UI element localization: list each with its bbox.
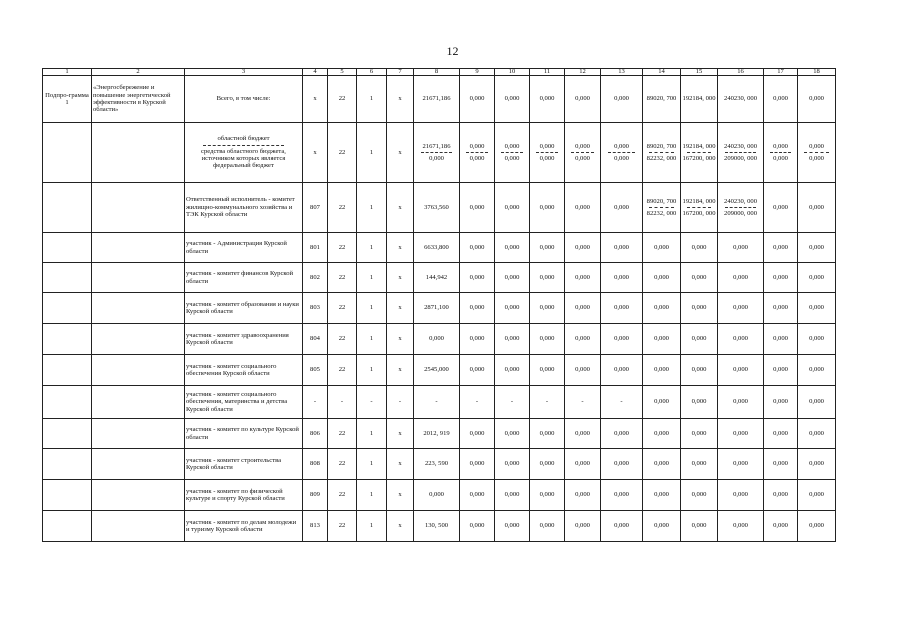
funding-source-cell: участник - комитет социального обеспечения Курской области xyxy=(185,355,303,386)
value-cell: - xyxy=(460,386,495,419)
value-cell: 0,000 xyxy=(681,293,718,324)
value-cell: 0,000 xyxy=(798,511,836,542)
value-cell: x xyxy=(303,123,328,183)
value-cell: 0,000 xyxy=(718,511,764,542)
value-cell: 0,000 0,000 xyxy=(565,123,601,183)
value-cell: 0,000 xyxy=(530,76,565,123)
value-cell: 0,000 xyxy=(601,419,643,449)
value-cell: 0,000 xyxy=(565,233,601,263)
value-cell: 0,000 xyxy=(565,480,601,511)
value-cell: 0,000 xyxy=(643,233,681,263)
value-cell: 0,000 xyxy=(495,480,530,511)
value-cell: 0,000 xyxy=(495,183,530,233)
value-cell: 240230, 000 209000, 000 xyxy=(718,183,764,233)
header-cell: 10 xyxy=(495,69,530,76)
value-cell: 803 xyxy=(303,293,328,324)
header-cell: 12 xyxy=(565,69,601,76)
value-cell: 1 xyxy=(357,449,387,480)
header-cell: 15 xyxy=(681,69,718,76)
value-cell: 3763,560 xyxy=(414,183,460,233)
value-cell: 192184, 000 167200, 000 xyxy=(681,183,718,233)
value-cell: 808 xyxy=(303,449,328,480)
value-cell: 0,000 xyxy=(414,324,460,355)
table-row xyxy=(43,263,836,293)
value-cell: 0,000 xyxy=(495,355,530,386)
value-cell: 0,000 xyxy=(565,76,601,123)
program-title-cell xyxy=(92,233,185,263)
value-cell: 240230, 000 209000, 000 xyxy=(718,123,764,183)
value-cell: 0,000 xyxy=(495,324,530,355)
funding-source-cell: участник - комитет образования и науки Курской области xyxy=(185,293,303,324)
table-row xyxy=(43,355,836,386)
value-cell: 240230, 000 xyxy=(718,76,764,123)
value-cell: 0,000 xyxy=(565,355,601,386)
value-cell: 0,000 xyxy=(601,76,643,123)
value-cell: 0,000 xyxy=(601,183,643,233)
program-label-cell xyxy=(43,263,92,293)
value-cell: 0,000 xyxy=(718,324,764,355)
program-title-cell xyxy=(92,480,185,511)
value-cell: 0,000 xyxy=(681,480,718,511)
value-cell: 804 xyxy=(303,324,328,355)
value-cell: 0,000 xyxy=(601,480,643,511)
value-cell: 0,000 xyxy=(530,419,565,449)
value-cell: 0,000 xyxy=(601,449,643,480)
value-cell: 89020, 700 xyxy=(643,76,681,123)
header-row xyxy=(43,69,836,76)
program-title-cell xyxy=(92,386,185,419)
value-cell: 0,000 xyxy=(643,511,681,542)
value-cell: 1 xyxy=(357,233,387,263)
value-cell: 0,000 xyxy=(718,263,764,293)
value-cell: 0,000 xyxy=(681,324,718,355)
program-label-cell xyxy=(43,233,92,263)
value-cell: x xyxy=(387,355,414,386)
value-cell: 0,000 xyxy=(460,355,495,386)
value-cell: 0,000 xyxy=(530,293,565,324)
table-row xyxy=(43,233,836,263)
value-cell: 22 xyxy=(328,123,357,183)
value-cell: 0,000 0,000 xyxy=(764,123,798,183)
value-cell: 22 xyxy=(328,183,357,233)
value-cell: 0,000 xyxy=(530,480,565,511)
table-row xyxy=(43,76,836,123)
value-cell: 1 xyxy=(357,263,387,293)
header-cell: 5 xyxy=(328,69,357,76)
value-cell: x xyxy=(387,449,414,480)
value-cell: 0,000 xyxy=(460,419,495,449)
value-cell: 806 xyxy=(303,419,328,449)
value-cell: 0,000 xyxy=(681,386,718,419)
header-cell: 6 xyxy=(357,69,387,76)
value-cell: 0,000 xyxy=(643,263,681,293)
value-cell: 0,000 xyxy=(495,293,530,324)
value-cell: 0,000 xyxy=(601,324,643,355)
program-title-cell xyxy=(92,511,185,542)
header-cell: 8 xyxy=(414,69,460,76)
value-cell: 0,000 xyxy=(601,511,643,542)
funding-source-cell: участник - комитет строительства Курской области xyxy=(185,449,303,480)
value-cell: 0,000 xyxy=(798,263,836,293)
table-row xyxy=(43,449,836,480)
program-title-cell xyxy=(92,355,185,386)
value-cell: 0,000 xyxy=(718,449,764,480)
value-cell: 1 xyxy=(357,324,387,355)
value-cell: 6633,800 xyxy=(414,233,460,263)
value-cell: 0,000 0,000 xyxy=(601,123,643,183)
value-cell: 801 xyxy=(303,233,328,263)
value-cell: 1 xyxy=(357,183,387,233)
value-cell: 0,000 xyxy=(718,355,764,386)
value-cell: 0,000 xyxy=(718,419,764,449)
value-cell: 0,000 xyxy=(643,355,681,386)
program-title-cell xyxy=(92,449,185,480)
value-cell: 1 xyxy=(357,293,387,324)
value-cell: 22 xyxy=(328,419,357,449)
program-title-cell xyxy=(92,263,185,293)
header-cell: 17 xyxy=(764,69,798,76)
value-cell: 0,000 xyxy=(681,419,718,449)
value-cell: 0,000 xyxy=(798,355,836,386)
value-cell: 0,000 xyxy=(764,324,798,355)
value-cell: 0,000 xyxy=(601,355,643,386)
value-cell: 0,000 xyxy=(601,233,643,263)
value-cell: 0,000 xyxy=(718,480,764,511)
table-row xyxy=(43,123,836,183)
funding-source-cell: областной бюджет средства областного бюджета, источником которых является федеральный бюджет xyxy=(185,123,303,183)
program-title-cell xyxy=(92,293,185,324)
value-cell: 0,000 xyxy=(530,183,565,233)
value-cell: x xyxy=(303,76,328,123)
value-cell: 0,000 xyxy=(495,511,530,542)
value-cell: 22 xyxy=(328,449,357,480)
value-cell: 0,000 xyxy=(460,183,495,233)
value-cell: 0,000 xyxy=(681,511,718,542)
header-cell: 1 xyxy=(43,69,92,76)
value-cell: 223, 590 xyxy=(414,449,460,480)
value-cell: 0,000 xyxy=(718,386,764,419)
program-label-cell xyxy=(43,419,92,449)
value-cell: 0,000 xyxy=(460,263,495,293)
value-cell: 2545,000 xyxy=(414,355,460,386)
value-cell: 0,000 xyxy=(798,76,836,123)
value-cell: - xyxy=(565,386,601,419)
header-cell: 3 xyxy=(185,69,303,76)
program-label-cell xyxy=(43,123,92,183)
value-cell: 21671,186 xyxy=(414,76,460,123)
value-cell: - xyxy=(387,386,414,419)
value-cell: 0,000 xyxy=(565,324,601,355)
value-cell: 0,000 0,000 xyxy=(530,123,565,183)
value-cell: - xyxy=(495,386,530,419)
value-cell: x xyxy=(387,511,414,542)
value-cell: - xyxy=(414,386,460,419)
value-cell: x xyxy=(387,263,414,293)
funding-source-cell: участник - комитет по физической культуре и спорту Курской области xyxy=(185,480,303,511)
funding-source-cell: участник - комитет социального обеспечения, материнства и детства Курской области xyxy=(185,386,303,419)
value-cell: 0,000 xyxy=(764,511,798,542)
program-title-cell: «Энергосбережение и повышение энергетической эффективности в Курской области» xyxy=(92,76,185,123)
program-label-cell: Подпро-грамма 1 xyxy=(43,76,92,123)
value-cell: x xyxy=(387,480,414,511)
table-row xyxy=(43,511,836,542)
value-cell: 22 xyxy=(328,511,357,542)
value-cell: 192184, 000 xyxy=(681,76,718,123)
value-cell: 22 xyxy=(328,233,357,263)
value-cell: 89020, 700 82232, 000 xyxy=(643,183,681,233)
funding-source-cell: участник - комитет по культуре Курской области xyxy=(185,419,303,449)
value-cell: x xyxy=(387,293,414,324)
header-cell: 7 xyxy=(387,69,414,76)
value-cell: - xyxy=(601,386,643,419)
program-label-cell xyxy=(43,480,92,511)
value-cell: 0,000 xyxy=(798,293,836,324)
value-cell: 0,000 xyxy=(530,511,565,542)
value-cell: - xyxy=(303,386,328,419)
value-cell: 0,000 xyxy=(495,263,530,293)
value-cell: 0,000 xyxy=(460,324,495,355)
value-cell: 0,000 xyxy=(643,386,681,419)
value-cell: 0,000 xyxy=(495,419,530,449)
value-cell: 0,000 xyxy=(643,449,681,480)
value-cell: 0,000 xyxy=(643,293,681,324)
value-cell: 1 xyxy=(357,511,387,542)
value-cell: 0,000 xyxy=(798,480,836,511)
value-cell: 0,000 xyxy=(495,76,530,123)
value-cell: 0,000 xyxy=(764,355,798,386)
value-cell: 0,000 xyxy=(718,293,764,324)
value-cell: 807 xyxy=(303,183,328,233)
value-cell: 0,000 xyxy=(460,233,495,263)
value-cell: 144,942 xyxy=(414,263,460,293)
value-cell: 0,000 xyxy=(565,511,601,542)
value-cell: x xyxy=(387,183,414,233)
value-cell: 0,000 xyxy=(460,449,495,480)
value-cell: 0,000 0,000 xyxy=(460,123,495,183)
value-cell: 0,000 xyxy=(764,233,798,263)
value-cell: 22 xyxy=(328,293,357,324)
value-cell: 0,000 xyxy=(530,324,565,355)
value-cell: 0,000 xyxy=(565,449,601,480)
page-number: 12 xyxy=(446,44,459,58)
value-cell: 22 xyxy=(328,76,357,123)
header-cell: 14 xyxy=(643,69,681,76)
value-cell: 0,000 xyxy=(460,293,495,324)
program-label-cell xyxy=(43,386,92,419)
value-cell: 1 xyxy=(357,419,387,449)
value-cell: 0,000 xyxy=(530,355,565,386)
funding-source-cell: участник - комитет здравоохранения Курской области xyxy=(185,324,303,355)
value-cell: 805 xyxy=(303,355,328,386)
value-cell: 0,000 xyxy=(764,183,798,233)
value-cell: 0,000 xyxy=(764,76,798,123)
value-cell: x xyxy=(387,419,414,449)
value-cell: 0,000 xyxy=(681,355,718,386)
value-cell: 0,000 xyxy=(460,480,495,511)
value-cell: 22 xyxy=(328,263,357,293)
value-cell: 0,000 xyxy=(530,233,565,263)
table-row xyxy=(43,419,836,449)
funding-source-cell: Ответственный исполнитель - комитет жилищно-коммунального хозяйства и ТЭК Курской области xyxy=(185,183,303,233)
header-cell: 11 xyxy=(530,69,565,76)
value-cell: 192184, 000 167200, 000 xyxy=(681,123,718,183)
value-cell: 1 xyxy=(357,480,387,511)
value-cell: x xyxy=(387,123,414,183)
value-cell: 0,000 xyxy=(495,233,530,263)
header-cell: 18 xyxy=(798,69,836,76)
value-cell: 0,000 xyxy=(681,449,718,480)
program-label-cell xyxy=(43,293,92,324)
value-cell: 0,000 xyxy=(764,480,798,511)
value-cell: 0,000 xyxy=(530,449,565,480)
value-cell: - xyxy=(530,386,565,419)
value-cell: 0,000 0,000 xyxy=(495,123,530,183)
value-cell: 1 xyxy=(357,123,387,183)
value-cell: 0,000 xyxy=(565,263,601,293)
program-title-cell xyxy=(92,419,185,449)
value-cell: 22 xyxy=(328,480,357,511)
value-cell: 2012, 919 xyxy=(414,419,460,449)
header-cell: 13 xyxy=(601,69,643,76)
value-cell: 0,000 xyxy=(798,324,836,355)
table-row xyxy=(43,324,836,355)
program-title-cell xyxy=(92,183,185,233)
value-cell: 0,000 xyxy=(643,419,681,449)
value-cell: 0,000 xyxy=(798,386,836,419)
program-label-cell xyxy=(43,511,92,542)
funding-source-cell: участник - комитет финансов Курской области xyxy=(185,263,303,293)
value-cell: 0,000 xyxy=(764,449,798,480)
program-label-cell xyxy=(43,324,92,355)
value-cell: 809 xyxy=(303,480,328,511)
header-cell: 2 xyxy=(92,69,185,76)
program-label-cell xyxy=(43,183,92,233)
value-cell: 0,000 xyxy=(460,511,495,542)
value-cell: 0,000 xyxy=(798,449,836,480)
value-cell: 0,000 xyxy=(681,263,718,293)
program-title-cell xyxy=(92,324,185,355)
program-label-cell xyxy=(43,355,92,386)
value-cell: 0,000 xyxy=(764,293,798,324)
value-cell: 0,000 xyxy=(681,233,718,263)
funding-source-cell: Всего, в том числе: xyxy=(185,76,303,123)
value-cell: 130, 500 xyxy=(414,511,460,542)
value-cell: 0,000 xyxy=(601,293,643,324)
program-label-cell xyxy=(43,449,92,480)
value-cell: 1 xyxy=(357,355,387,386)
table-row xyxy=(43,386,836,419)
value-cell: 0,000 xyxy=(565,419,601,449)
value-cell: 22 xyxy=(328,324,357,355)
value-cell: 0,000 xyxy=(414,480,460,511)
header-cell: 4 xyxy=(303,69,328,76)
value-cell: - xyxy=(328,386,357,419)
value-cell: 2871,100 xyxy=(414,293,460,324)
header-cell: 16 xyxy=(718,69,764,76)
program-title-cell xyxy=(92,123,185,183)
value-cell: 802 xyxy=(303,263,328,293)
value-cell: - xyxy=(357,386,387,419)
value-cell: 0,000 xyxy=(495,449,530,480)
value-cell: 0,000 xyxy=(460,76,495,123)
budget-table xyxy=(42,68,836,542)
value-cell: 0,000 xyxy=(530,263,565,293)
value-cell: 1 xyxy=(357,76,387,123)
value-cell: 21671,186 0,000 xyxy=(414,123,460,183)
header-cell: 9 xyxy=(460,69,495,76)
value-cell: 0,000 xyxy=(718,233,764,263)
funding-source-cell: участник - комитет по делам молодежи и туризму Курской области xyxy=(185,511,303,542)
value-cell: 0,000 0,000 xyxy=(798,123,836,183)
table-row xyxy=(43,183,836,233)
value-cell: x xyxy=(387,233,414,263)
value-cell: 0,000 xyxy=(643,480,681,511)
value-cell: 0,000 xyxy=(565,293,601,324)
value-cell: 0,000 xyxy=(643,324,681,355)
value-cell: x xyxy=(387,76,414,123)
value-cell: 0,000 xyxy=(764,263,798,293)
value-cell: 0,000 xyxy=(798,233,836,263)
value-cell: 0,000 xyxy=(798,419,836,449)
value-cell: 813 xyxy=(303,511,328,542)
table-row xyxy=(43,480,836,511)
value-cell: 0,000 xyxy=(601,263,643,293)
value-cell: 0,000 xyxy=(565,183,601,233)
value-cell: 0,000 xyxy=(764,386,798,419)
value-cell: 22 xyxy=(328,355,357,386)
value-cell: 89020, 700 82232, 000 xyxy=(643,123,681,183)
value-cell: 0,000 xyxy=(798,183,836,233)
funding-source-cell: участник - Администрация Курской области xyxy=(185,233,303,263)
table-row xyxy=(43,293,836,324)
value-cell: x xyxy=(387,324,414,355)
value-cell: 0,000 xyxy=(764,419,798,449)
